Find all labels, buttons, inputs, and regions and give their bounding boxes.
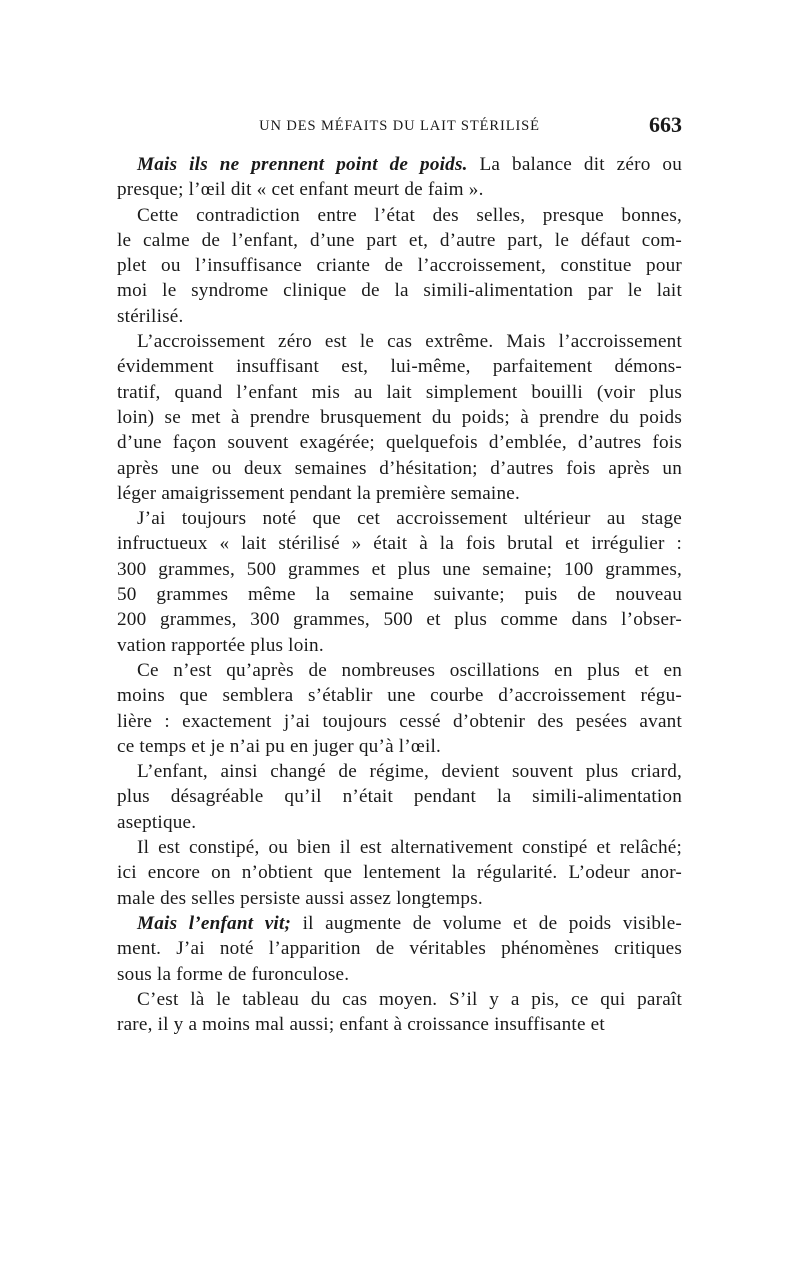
text-line: stérilisé. xyxy=(117,305,184,327)
text-line xyxy=(117,152,682,177)
text-line: loin) se met à prendre brusquement du poids; à prendre du poids xyxy=(117,406,682,428)
text-line xyxy=(117,911,682,936)
text-line: plet ou l’insuffisance criante de l’accroissement, constitue pour xyxy=(117,255,682,277)
paragraph xyxy=(117,658,682,759)
text-line: moins que semblera s’établir une courbe d’accroissement régu- xyxy=(117,685,682,707)
text-line: C’est là le tableau du cas moyen. S’il y a pis, ce qui paraît xyxy=(137,988,682,1010)
paragraph xyxy=(117,911,682,987)
text-line: évidemment insuffisant est, lui-même, parfaitement démons- xyxy=(117,356,682,378)
paragraph xyxy=(117,152,682,203)
text-line: léger amaigrissement pendant la première semaine. xyxy=(117,482,520,504)
text-line: 300 grammes, 500 grammes et plus une semaine; 100 grammes, xyxy=(117,558,682,580)
text-line: J’ai toujours noté que cet accroissement ultérieur au stage xyxy=(137,508,682,530)
text-line: moi le syndrome clinique de la simili-alimentation par le lait xyxy=(117,280,682,302)
text-line: le calme de l’enfant, d’une part et, d’autre part, le défaut com- xyxy=(117,229,682,251)
line-text: il augmente de volume et de poids visible- xyxy=(291,912,682,934)
text-line: après une ou deux semaines d’hésitation; d’autres fois après un xyxy=(117,457,682,479)
emphasis-text: Mais ils ne prennent point de poids. xyxy=(137,154,468,175)
text-line: ment. J’ai noté l’apparition de véritables phénomènes critiques xyxy=(117,938,682,960)
text-line: Ce n’est qu’après de nombreuses oscillations en plus et en xyxy=(137,659,682,681)
text-line: L’accroissement zéro est le cas extrême. Mais l’accroissement xyxy=(137,331,682,353)
text-line: L’enfant, ainsi changé de régime, devient souvent plus criard, xyxy=(137,761,682,783)
paragraph xyxy=(117,759,682,835)
text-line: vation rapportée plus loin. xyxy=(117,634,324,656)
text-line: infructueux « lait stérilisé » était à la fois brutal et irrégulier : xyxy=(117,533,682,555)
paragraph xyxy=(117,987,682,1038)
page-number: 663 xyxy=(649,112,682,137)
text-line: presque; l’œil dit « cet enfant meurt de faim ». xyxy=(117,179,484,201)
line-text: La balance dit zéro ou xyxy=(467,154,682,175)
running-title: UN DES MÉFAITS DU LAIT STÉRILISÉ xyxy=(259,118,540,134)
paragraph xyxy=(117,203,682,329)
text-line: aseptique. xyxy=(117,811,197,833)
text-line: 50 grammes même la semaine suivante; puis de nouveau xyxy=(117,584,682,606)
paragraph xyxy=(117,329,682,506)
text-line: tratif, quand l’enfant mis au lait simplement bouilli (voir plus xyxy=(117,381,682,403)
text-line: Il est constipé, ou bien il est alternativement constipé et relâché; xyxy=(137,837,682,859)
paragraph xyxy=(117,835,682,911)
paragraph xyxy=(117,506,682,658)
emphasis-text: Mais l’enfant vit; xyxy=(137,912,292,934)
page-header xyxy=(117,112,682,142)
body-text xyxy=(117,152,682,1037)
text-line: d’une façon souvent exagérée; quelquefois d’emblée, d’autres fois xyxy=(117,432,682,454)
text-line: male des selles persiste aussi assez longtemps. xyxy=(117,887,483,909)
text-line: Cette contradiction entre l’état des selles, presque bonnes, xyxy=(137,204,682,226)
text-line: lière : exactement j’ai toujours cessé d’obtenir des pesées avant xyxy=(117,710,682,732)
text-line: 200 grammes, 300 grammes, 500 et plus comme dans l’obser- xyxy=(117,609,682,631)
text-line: ici encore on n’obtient que lentement la régularité. L’odeur anor- xyxy=(117,862,682,884)
text-line: ce temps et je n’ai pu en juger qu’à l’œil. xyxy=(117,735,442,757)
text-line: rare, il y a moins mal aussi; enfant à croissance insuffisante et xyxy=(117,1014,605,1036)
text-line: sous la forme de furonculose. xyxy=(117,963,350,985)
text-line: plus désagréable qu’il n’était pendant la simili-alimentation xyxy=(117,786,682,808)
